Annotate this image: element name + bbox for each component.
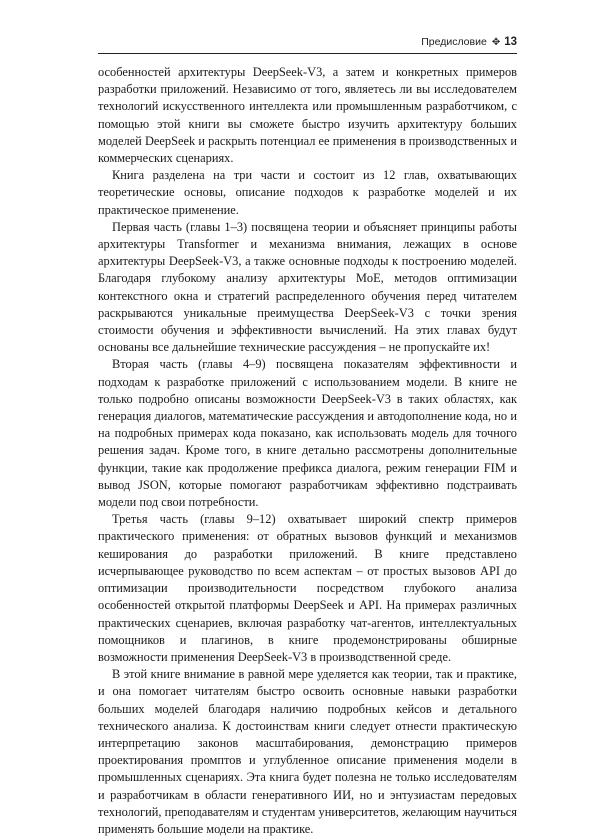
page-body [98,64,517,838]
fleuron-icon: ✥ [491,37,501,48]
page-number: 13 [504,36,517,48]
paragraph-part-three: Третья часть (главы 9–12) охватывает широкий спектр примеров практического применения: от обратных вызовов функций и механизмов кеширования до разработки приложений. В книге представлено исчерпывающее руководство по всем аспектам – от простых вызовов API до оптимизации производительности посредством глубокого анализа особенностей открытой платформы DeepSeek и API. На примерах различных практических сценариев, включая разработку чат-агентов, интеллектуальных помощников и плагинов, в книге продемонстрированы обширные возможности применения DeepSeek-V3 в производственной среде. [98,512,517,664]
paragraph-book-structure: Книга разделена на три части и состоит из 12 глав, охватывающих теоретические основы, описание подходов к разработке моделей и их практическое применение. [98,168,517,217]
paragraph-part-one: Первая часть (главы 1–3) посвящена теории и объясняет принципы работы архитектуры Transformer и механизма внимания, лежащих в основе архитектуры DeepSeek-V3, а также основные подходы к построению моделей. Благодаря глубокому анализу архитектуры MoE, методов оптимизации контекстного окна и стратегий распределенного обучения перед читателем раскрываются уникальные преимущества DeepSeek-V3 с точки зрения стоимости обучения и эффективности вычислений. На этих главах будут основаны все дальнейшие технические рассуждения – не пропускайте их! [98,219,517,355]
section-title: Предисловие [421,36,487,48]
paragraph-continuation: особенностей архитектуры DeepSeek-V3, а затем и конкретных примеров разработки приложений. Независимо от того, являетесь ли вы исследователем технологий искусственного интеллекта или промышленным разработчиком, с помощью этой книги вы сможете быстро изучить архитектуру больших моделей DeepSeek и раскрыть потенциал ее применения в производственных и коммерческих сценариях. [98,65,517,166]
running-header [98,33,517,54]
paragraph-conclusion: В этой книге внимание в равной мере уделяется как теории, так и практике, и она помогает читателям быстро освоить основные навыки разработки больших моделей благодаря наличию подробных кейсов и детального технического анализа. К достоинствам книги следует отнести практическую интерпретацию законов масштабирования, демонстрацию примеров проектирования промптов и углубленное описание применения модели в промышленных сценариях. Эта книга будет полезна не только исследователям и разработчикам в области генеративного ИИ, но и энтузиастам передовых технологий, преподавателям и студентам университетов, желающим научиться применять большие модели на практике. [98,667,517,836]
paragraph-part-two: Вторая часть (главы 4–9) посвящена показателям эффективности и подходам к разработке приложений с использованием модели. В книге не только подробно описаны возможности DeepSeek-V3 в таких областях, как генерация диалогов, математические рассуждения и автодополнение кода, но и на подробных примерах кода показано, как использовать модель для точного решения задач. Кроме того, в книге детально рассмотрены дополнительные функции, такие как продолжение префикса диалога, режим генерации FIM и вывод JSON, которые помогают разработчикам эффективно подстраивать модели под свои потребности. [98,357,517,510]
